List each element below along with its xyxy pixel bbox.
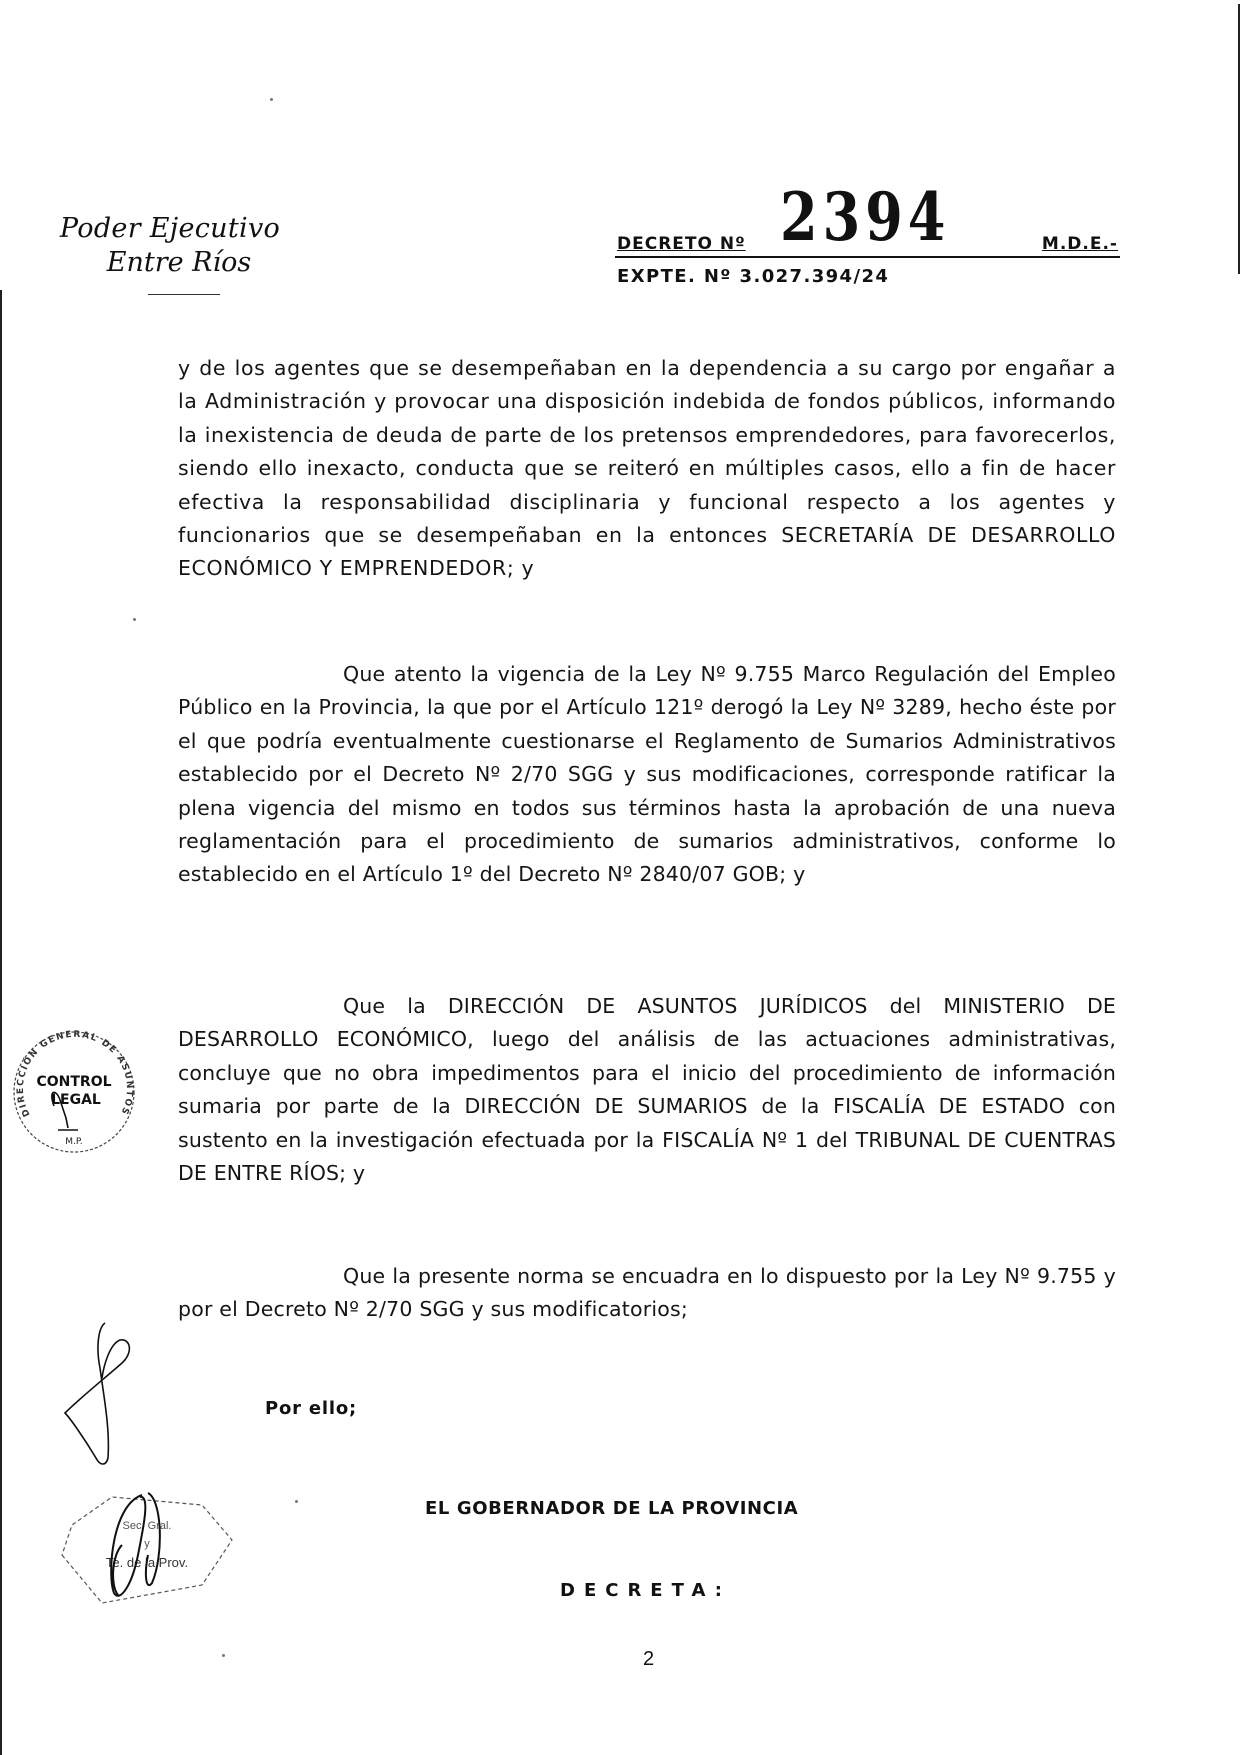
letterhead-line1: Poder Ejecutivo <box>59 213 281 244</box>
letterhead-line2: Entre Ríos <box>106 247 252 278</box>
paragraph-2-text: Que atento la vigencia de la Ley Nº 9.755 Marco Regulación del Empleo Público en la Provincia, la que por el Artículo 121º derogó la Ley Nº 3289, hecho éste por el que podría eventualmente cuestionarse el Reglamento de Sumarios Administrativos establecido por el Decreto Nº 2/70 SGG y sus modificaciones, corresponde ratificar la plena vigencia del mismo en todos sus términos hasta la aprobación de una nueva reglamentación para el procedimiento de sumarios administrativos, conforme lo establecido en el Artículo 1º del Decreto Nº 2840/07 GOB; y <box>178 662 1116 887</box>
decree-label: DECRETO Nº <box>617 234 746 254</box>
scan-speck <box>295 1500 298 1503</box>
decree-ministry: M.D.E.- <box>1041 234 1118 254</box>
scan-speck <box>270 98 273 101</box>
paragraph-4 <box>178 1260 1116 1327</box>
expediente-number: EXPTE. Nº 3.027.394/24 <box>617 266 890 287</box>
scan-edge-left <box>0 290 2 1755</box>
control-legal-stamp-graphic <box>8 1020 138 1160</box>
decree-line <box>615 170 1120 258</box>
letterhead <box>50 212 290 295</box>
scan-speck <box>133 618 136 621</box>
decreta-heading: DECRETA: <box>560 1580 731 1601</box>
paragraph-1: y de los agentes que se desempeñaban en la dependencia a su cargo por engañar a la Administración y provocar una disposición indebida de fondos públicos, informando la inexistencia de deuda de parte de los pretensos emprendedores, para favorecerlos, siendo ello inexacto, conducta que se reiteró en múltiples casos, ello a fin de hacer efectiva la responsabilidad disciplinaria y funcional respecto a los agentes y funcionarios que se desempeñaban en la entonces SECRETARÍA DE DESARROLLO ECONÓMICO Y EMPRENDEDOR; y <box>178 356 1116 581</box>
stamp-ring-text: DIRECCIÓN GENERAL DE ASUNTOS <box>15 1029 135 1119</box>
stamp-sec-line1: Sec. Gral. <box>122 1520 172 1532</box>
initials-graphic <box>60 1318 150 1468</box>
letterhead-rule <box>148 294 220 295</box>
page-number: 2 <box>643 1648 655 1670</box>
handwritten-initials <box>60 1318 150 1468</box>
paragraph-4-text: Que la presente norma se encuadra en lo dispuesto por la Ley Nº 9.755 y por el Decreto Nº 2/70 SGG y sus modificatorios; <box>178 1264 1116 1322</box>
paragraph-3 <box>178 990 1116 1190</box>
stamp-legal-text: LEGAL <box>51 1092 101 1108</box>
stamp-mp-text: M.P. <box>65 1137 83 1147</box>
control-legal-stamp <box>8 1020 138 1160</box>
por-ello: Por ello; <box>265 1398 358 1419</box>
stamp-sec-line3: Te. de la Prov. <box>105 1555 189 1570</box>
decree-header <box>615 170 1120 287</box>
paragraph-3-text: Que la DIRECCIÓN DE ASUNTOS JURÍDICOS del MINISTERIO DE DESARROLLO ECONÓMICO, luego del análisis de las actuaciones administrativas, concluye que no obra impedimentos para el inicio del procedimiento de información sumaria por parte de la DIRECCIÓN DE SUMARIOS de la FISCALÍA DE ESTADO con sustento en la investigación efectuada por la FISCALÍA Nº 1 del TRIBUNAL DE CUENTRAS DE ENTRE RÍOS; y <box>178 994 1116 1186</box>
decree-number: 2394 <box>780 178 951 256</box>
secretaria-stamp <box>52 1485 242 1605</box>
stamp-sec-line2: y <box>144 1538 150 1550</box>
secretaria-stamp-graphic <box>52 1485 242 1605</box>
governor-heading: EL GOBERNADOR DE LA PROVINCIA <box>425 1498 799 1519</box>
stamp-control-text: CONTROL <box>36 1074 112 1090</box>
scan-speck <box>222 1654 225 1657</box>
paragraph-2 <box>178 658 1116 892</box>
